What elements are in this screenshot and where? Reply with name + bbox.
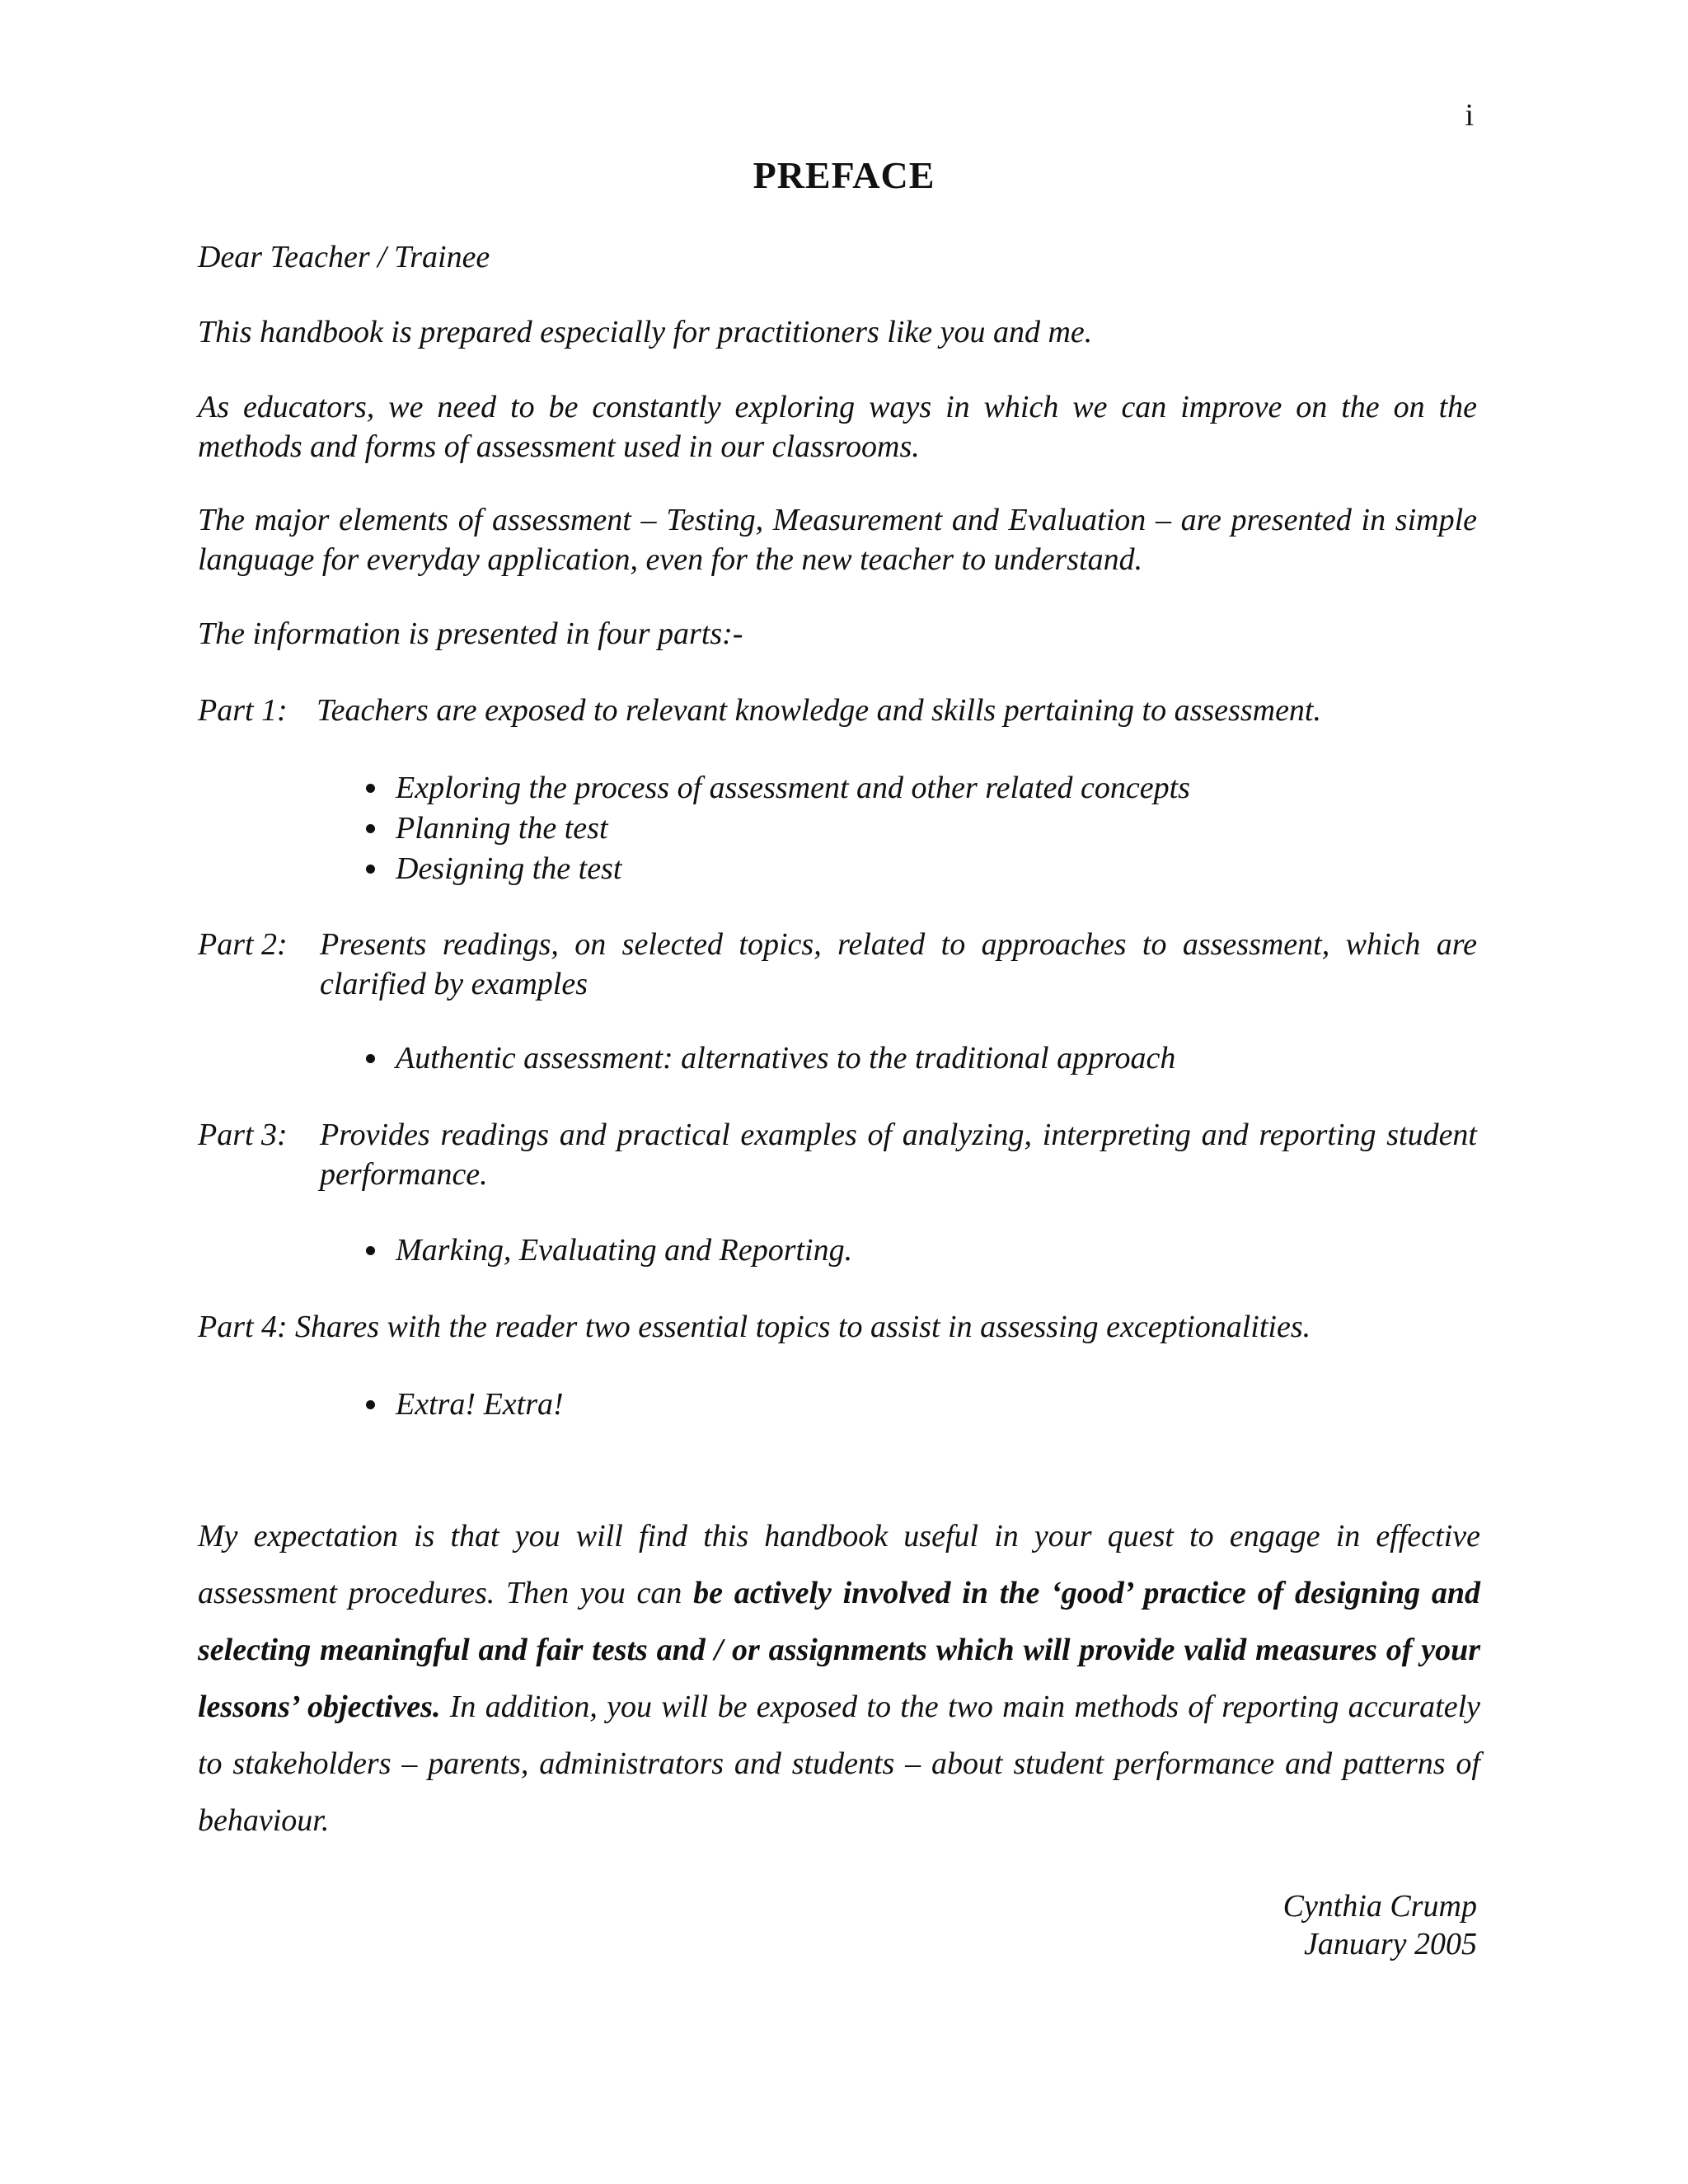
- closing-text-start: My expectation is that you will find this handbook useful in your quest to engage in effective assessment procedures. Then you can: [198, 1519, 1480, 1610]
- intro-paragraph: This handbook is prepared especially for practitioners like you and me.: [198, 315, 1093, 349]
- closing-text-end: In addition, you will be exposed to the two main methods of reporting accurately to stakeholders – parents, administrators and students – about student performance and patterns of behaviour.: [198, 1690, 1480, 1838]
- part-3-label: Part 3:: [198, 1118, 288, 1152]
- bullet-icon: [366, 865, 375, 874]
- list-item: Planning the test: [363, 808, 1190, 849]
- bullet-icon: [366, 824, 375, 833]
- bullet-icon: [366, 1246, 375, 1255]
- page-title: PREFACE: [753, 154, 935, 196]
- part-4-label: Part 4:: [198, 1310, 288, 1344]
- bullet-icon: [366, 1400, 375, 1409]
- signature-date: January 2005: [1303, 1927, 1477, 1961]
- part-3: [198, 1115, 1477, 1194]
- part-1: [198, 691, 1477, 730]
- list-item: Marking, Evaluating and Reporting.: [363, 1230, 852, 1271]
- part-2-text: Presents readings, on selected topics, related to approaches to assessment, which are clarified by examples: [320, 927, 1477, 1001]
- part-3-bullets: [363, 1230, 852, 1271]
- list-item: Designing the test: [363, 849, 1190, 889]
- part-2-label: Part 2:: [198, 927, 288, 962]
- part-1-text: Teachers are exposed to relevant knowledge and skills pertaining to assessment.: [316, 693, 1321, 728]
- part-2: [198, 925, 1477, 1004]
- list-item: Extra! Extra!: [363, 1385, 564, 1425]
- closing-emphasis: be actively involved in the ‘good’ practice of designing and selecting meaningful and fair tests and / or assignments which will provide valid measures of your lessons’ objectives.: [198, 1576, 1480, 1724]
- bullet-icon: [366, 1054, 375, 1063]
- part-3-text: Provides readings and practical examples of analyzing, interpreting and reporting student performance.: [320, 1118, 1477, 1192]
- part-4-bullets: [363, 1385, 564, 1425]
- list-item: Exploring the process of assessment and other related concepts: [363, 768, 1190, 808]
- elements-paragraph: The major elements of assessment – Testing, Measurement and Evaluation – are presented in simple language for everyday application, even for the new teacher to understand.: [198, 503, 1477, 577]
- closing-paragraph: [198, 1508, 1480, 1849]
- page-number: i: [1465, 98, 1474, 133]
- part-1-label: Part 1:: [198, 693, 288, 728]
- salutation: Dear Teacher / Trainee: [198, 240, 490, 274]
- signature-name: Cynthia Crump: [1282, 1889, 1477, 1924]
- parts-intro: The information is presented in four parts:-: [198, 616, 743, 651]
- part-4-text: Shares with the reader two essential topics to assist in assessing exceptionalities.: [295, 1310, 1311, 1344]
- part-2-bullets: [363, 1038, 1175, 1079]
- educators-paragraph: As educators, we need to be constantly exploring ways in which we can improve on the on the methods and forms of assessment used in our classrooms.: [198, 390, 1477, 464]
- part-1-bullets: [363, 768, 1190, 889]
- bullet-icon: [366, 784, 375, 793]
- list-item: Authentic assessment: alternatives to the traditional approach: [363, 1038, 1175, 1079]
